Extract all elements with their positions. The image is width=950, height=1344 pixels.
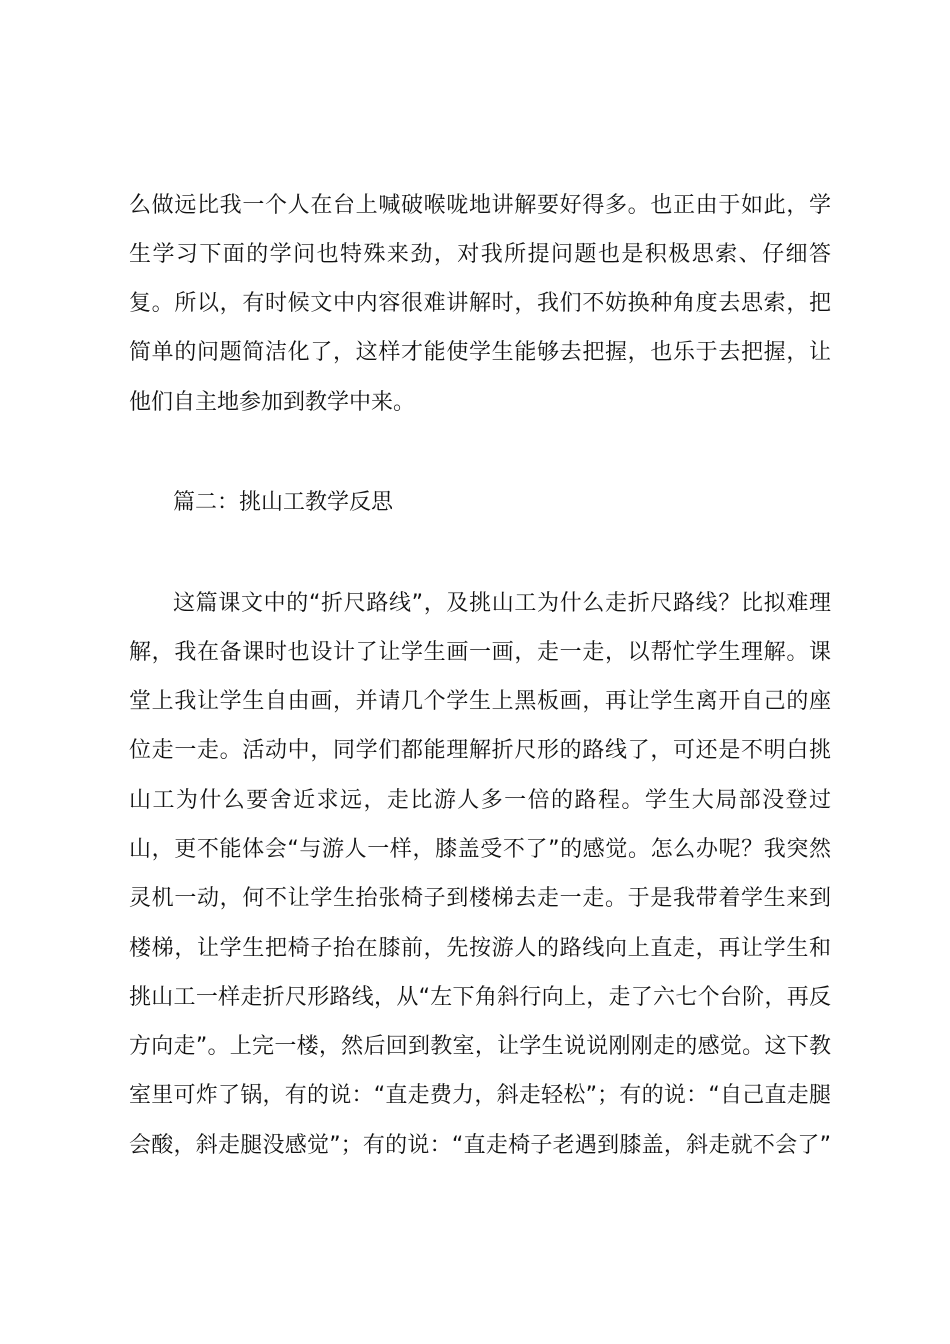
paragraph2-line-11: 室里可炸了锅，有的说：“直走费力，斜走轻松”；有的说：“自己直走腿 xyxy=(129,1083,831,1108)
paragraph2-line-4: 位走一走。活动中，同学们都能理解折尺形的路线了，可还是不明白挑 xyxy=(129,738,831,763)
paragraph1-line-4: 简单的问题简洁化了，这样才能使学生能够去把握，也乐于去把握，让 xyxy=(129,340,831,365)
paragraph1-line-1: 么做远比我一个人在台上喊破喉咙地讲解要好得多。也正由于如此，学 xyxy=(129,193,831,218)
paragraph1-line-5: 他们自主地参加到教学中来。 xyxy=(129,390,416,415)
paragraph2-line-6: 山，更不能体会“与游人一样，膝盖受不了”的感觉。怎么办呢？我突然 xyxy=(129,837,831,862)
paragraph2-line-10: 方向走”。上完一楼，然后回到教室，让学生说说刚刚走的感觉。这下教 xyxy=(129,1034,831,1059)
paragraph2-line-9: 挑山工一样走折尺形路线，从“左下角斜行向上，走了六七个台阶，再反 xyxy=(129,985,831,1010)
paragraph2-line-7: 灵机一动，何不让学生抬张椅子到楼梯去走一走。于是我带着学生来到 xyxy=(129,886,831,911)
paragraph2-line-3: 堂上我让学生自由画，并请几个学生上黑板画，再让学生离开自己的座 xyxy=(129,689,831,714)
paragraph2-line-1: 这篇课文中的“折尺路线”，及挑山工为什么走折尺路线？比拟难理 xyxy=(173,591,831,616)
paragraph1-line-3: 复。所以，有时候文中内容很难讲解时，我们不妨换种角度去思索，把 xyxy=(129,291,831,316)
section-heading: 篇二：挑山工教学反思 xyxy=(173,490,394,515)
paragraph1-line-2: 生学习下面的学问也特殊来劲，对我所提问题也是积极思索、仔细答 xyxy=(129,242,831,267)
paragraph2-line-5: 山工为什么要舍近求远，走比游人多一倍的路程。学生大局部没登过 xyxy=(129,788,831,813)
paragraph2-line-2: 解，我在备课时也设计了让学生画一画，走一走，以帮忙学生理解。课 xyxy=(129,640,831,665)
paragraph2-line-8: 楼梯，让学生把椅子抬在膝前，先按游人的路线向上直走，再让学生和 xyxy=(129,936,831,961)
paragraph2-line-12: 会酸，斜走腿没感觉”；有的说：“直走椅子老遇到膝盖，斜走就不会了” xyxy=(129,1133,831,1158)
